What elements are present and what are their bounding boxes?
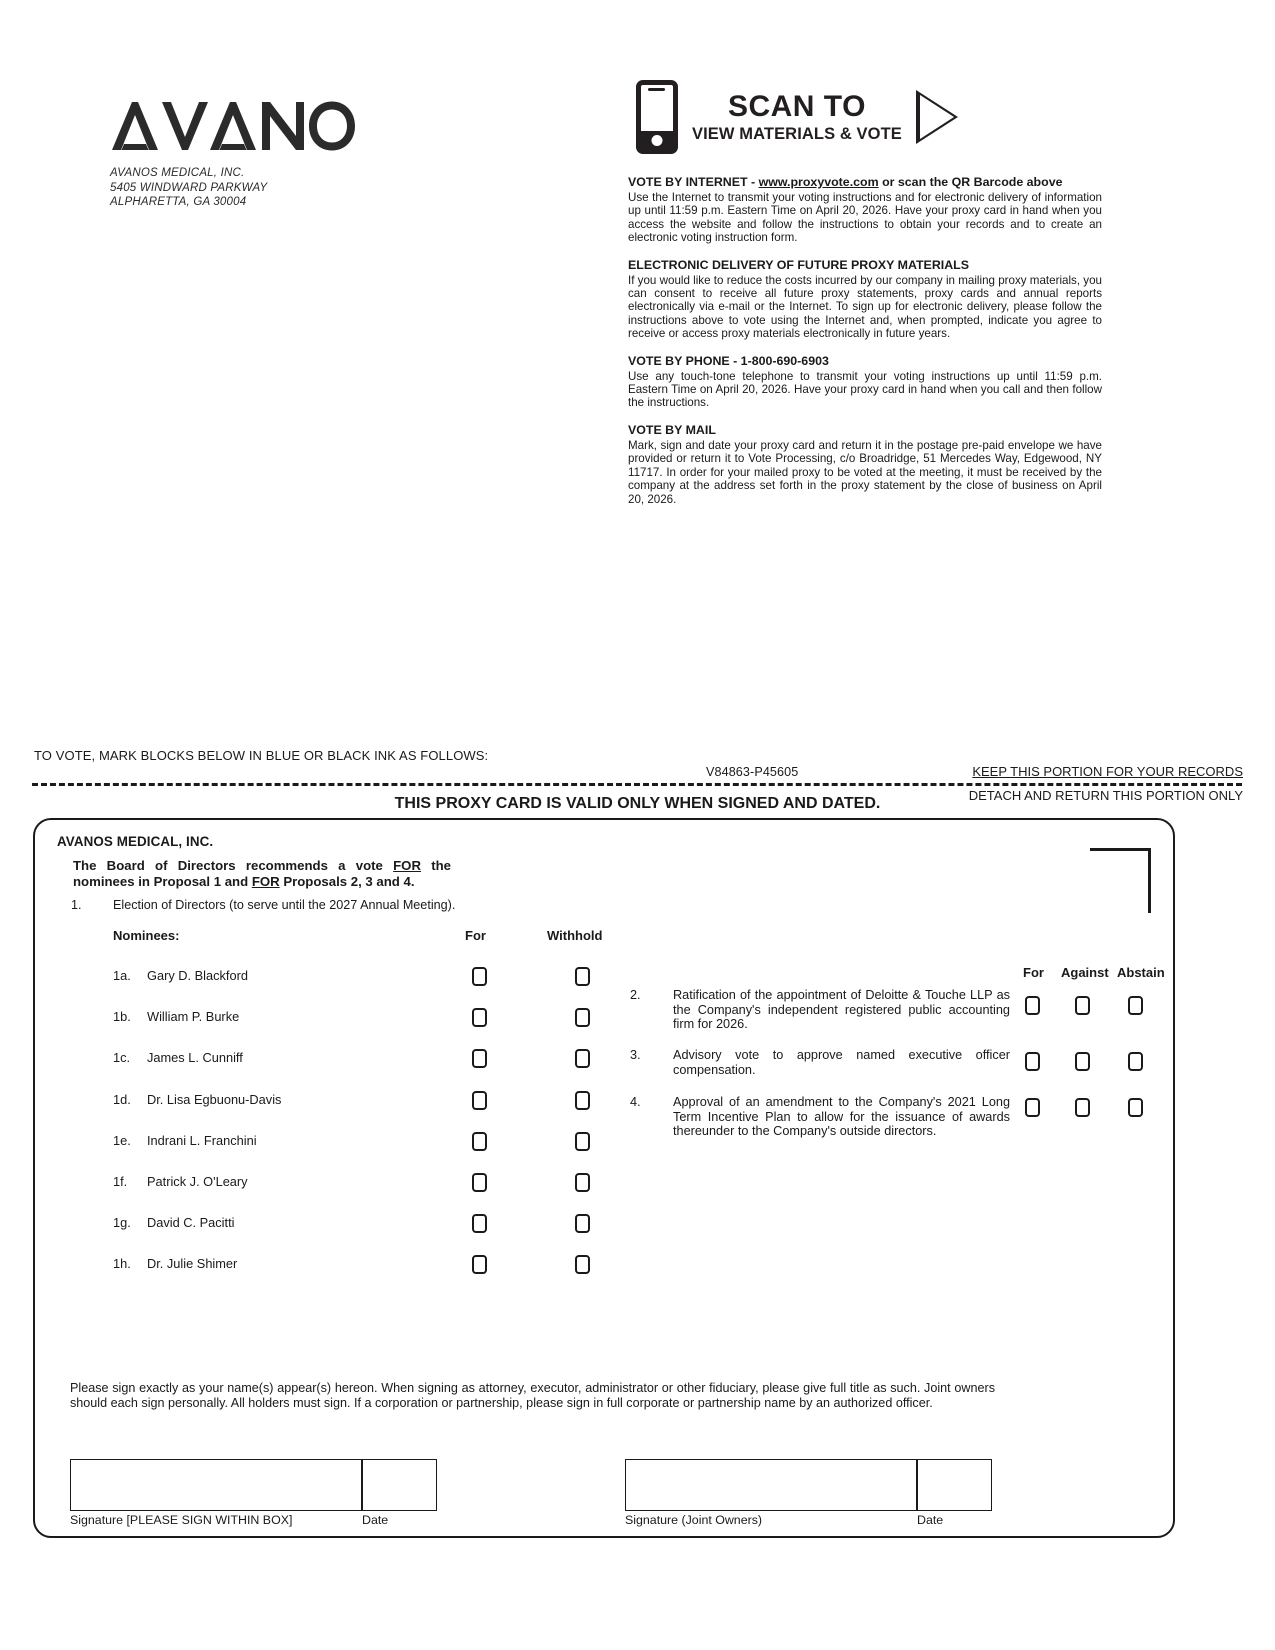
date-box-primary[interactable] (362, 1459, 437, 1511)
proposal-row (630, 988, 1010, 1032)
checkbox-proposal-abstain[interactable] (1128, 1052, 1143, 1071)
smartphone-icon (636, 80, 678, 154)
proposal-text: Ratification of the appointment of Deloitte & Touche LLP as the Company's independent registered public accounting firm for 2026. (673, 988, 1010, 1032)
checkbox-nominee-withhold[interactable] (575, 1091, 590, 1110)
nominee-name: James L. Cunniff (147, 1050, 243, 1066)
nominee-name: Patrick J. O'Leary (147, 1174, 248, 1189)
signature-box-joint[interactable] (625, 1459, 917, 1511)
nominee-key: 1e. (113, 1132, 131, 1148)
column-header-withhold: Withhold (547, 928, 603, 943)
heading-prefix: VOTE BY INTERNET - (628, 175, 759, 189)
column-header-right-abstain: Abstain (1117, 965, 1165, 980)
column-header-right-against: Against (1061, 965, 1109, 980)
checkbox-nominee-for[interactable] (472, 1214, 487, 1233)
instruction-heading-electronic: ELECTRONIC DELIVERY OF FUTURE PROXY MATERIALS (628, 257, 969, 272)
proposal-number: 3. (630, 1048, 641, 1062)
scan-line-1: SCAN TO (727, 89, 866, 123)
checkbox-proposal-for[interactable] (1025, 1052, 1040, 1071)
scan-to-vote-banner (636, 80, 958, 154)
board-recommendation (73, 858, 451, 889)
voting-instructions (628, 175, 1102, 519)
checkbox-nominee-for[interactable] (472, 1008, 487, 1027)
scan-banner-text (692, 89, 902, 143)
company-address-line1: 5405 WINDWARD PARKWAY (110, 181, 268, 194)
instruction-heading-internet (628, 175, 1102, 190)
checkbox-nominee-for[interactable] (472, 1173, 487, 1192)
checkbox-nominee-for[interactable] (472, 1255, 487, 1274)
signature-label-joint: Signature (Joint Owners) (625, 1513, 763, 1527)
nominee-key: 1b. (113, 1009, 131, 1025)
rec-part-b: the nominees in Proposal 1 and (73, 858, 451, 889)
signature-instruction: Please sign exactly as your name(s) appear(s) hereon. When signing as attorney, executor, administrator or other fiduciary, please give full title as such. Joint owners should each sign personally. All holders must sign. If a corporation or partnership, please sign in full corporate or partnership name by an authorized officer. (70, 1381, 995, 1410)
date-label-primary: Date (362, 1513, 389, 1527)
proposal-number: 2. (630, 988, 641, 1002)
instruction-body-electronic: If you would like to reduce the costs incurred by our company in mailing proxy materials, you can consent to receive all future proxy statements, proxy cards and annual reports electronically via e-mail or the Internet. To sign up for electronic delivery, please follow the instructions above to vote using the Internet and, when prompted, indicate you agree to receive or access proxy materials electronically in future years. (628, 273, 1102, 341)
company-address (110, 166, 360, 210)
rec-part-a: The Board of Directors recommends a vote (73, 858, 394, 873)
checkbox-proposal-against[interactable] (1075, 996, 1090, 1015)
nominee-key: 1g. (113, 1215, 131, 1231)
checkbox-nominee-withhold[interactable] (575, 1214, 590, 1233)
checkbox-nominee-for[interactable] (472, 967, 487, 986)
company-name-line: AVANOS MEDICAL, INC. (110, 167, 245, 179)
instruction-heading-phone: VOTE BY PHONE - 1-800-690-6903 (628, 353, 829, 368)
checkbox-proposal-abstain[interactable] (1128, 996, 1143, 1015)
avanos-logo-icon (110, 100, 360, 152)
company-address-line2: ALPHARETTA, GA 30004 (110, 196, 247, 208)
play-triangle-icon (916, 90, 958, 144)
proxy-card (33, 818, 1175, 1538)
instruction-block-electronic (628, 258, 1102, 341)
nominee-key: 1a. (113, 968, 131, 983)
nominees-label: Nominees: (113, 928, 180, 943)
proposal-number: 4. (630, 1095, 641, 1109)
checkbox-nominee-for[interactable] (472, 1132, 487, 1151)
nominee-name: Indrani L. Franchini (147, 1132, 257, 1148)
checkbox-nominee-withhold[interactable] (575, 1049, 590, 1068)
checkbox-nominee-withhold[interactable] (575, 1173, 590, 1192)
keep-portion-notice: KEEP THIS PORTION FOR YOUR RECORDS (972, 764, 1243, 779)
card-company-name: AVANOS MEDICAL, INC. (57, 834, 214, 849)
rec-for-2: FOR (251, 873, 280, 889)
mark-instruction: TO VOTE, MARK BLOCKS BELOW IN BLUE OR BLACK INK AS FOLLOWS: (34, 748, 489, 763)
column-header-right-for: For (1023, 965, 1044, 980)
date-box-joint[interactable] (917, 1459, 992, 1511)
rec-part-c: Proposals 2, 3 and 4. (279, 873, 415, 889)
checkbox-proposal-for[interactable] (1025, 1098, 1040, 1117)
checkbox-nominee-for[interactable] (472, 1091, 487, 1110)
proxyvote-link[interactable]: www.proxyvote.com (758, 175, 879, 189)
nominee-name: Dr. Lisa Egbuonu-Davis (147, 1091, 282, 1107)
date-label-joint: Date (917, 1513, 944, 1527)
instruction-block-phone (628, 354, 1102, 410)
checkbox-nominee-withhold[interactable] (575, 967, 590, 986)
valid-notice: THIS PROXY CARD IS VALID ONLY WHEN SIGNED AND DATED. (394, 795, 881, 812)
checkbox-proposal-against[interactable] (1075, 1052, 1090, 1071)
instruction-block-internet (628, 175, 1102, 245)
rec-for-1: FOR (393, 858, 421, 873)
column-header-for: For (465, 928, 486, 943)
proposal-1-text: Election of Directors (to serve until the 2027 Annual Meeting). (113, 898, 456, 912)
nominee-key: 1d. (113, 1091, 131, 1107)
checkbox-nominee-withhold[interactable] (575, 1132, 590, 1151)
signature-box-primary[interactable] (70, 1459, 362, 1511)
proposal-text: Approval of an amendment to the Company's 2021 Long Term Incentive Plan to allow for the issuance of awards thereunder to the Company's outside directors. (673, 1095, 1010, 1139)
checkbox-nominee-withhold[interactable] (575, 1255, 590, 1274)
detach-portion-notice: DETACH AND RETURN THIS PORTION ONLY (968, 788, 1243, 803)
nominee-key: 1c. (113, 1050, 131, 1066)
checkbox-proposal-abstain[interactable] (1128, 1098, 1143, 1117)
instruction-body-phone: Use any touch-tone telephone to transmit your voting instructions up until 11:59 p.m. Eastern Time on April 20, 2026. Have your proxy card in hand when you call and then follow the instructions. (628, 369, 1102, 410)
heading-suffix: or scan the QR Barcode above (878, 175, 1063, 189)
checkbox-proposal-against[interactable] (1075, 1098, 1090, 1117)
proposal-row (630, 1095, 1010, 1139)
checkbox-nominee-withhold[interactable] (575, 1008, 590, 1027)
corner-alignment-mark (1090, 848, 1151, 913)
proposal-1-number: 1. (71, 898, 82, 912)
instruction-block-mail (628, 423, 1102, 506)
control-number: V84863-P45605 (706, 765, 799, 779)
detach-dashed-line (32, 783, 1242, 786)
proposal-text: Advisory vote to approve named executive officer compensation. (673, 1048, 1010, 1077)
instruction-body-mail: Mark, sign and date your proxy card and return it in the postage pre-paid envelope we have provided or return it to Vote Processing, c/o Broadridge, 51 Mercedes Way, Edgewood, NY 11717. In order for your mailed proxy to be voted at the meeting, it must be received by the company at the address set forth in the proxy statement by the close of business on April 20, 2026. (628, 438, 1102, 506)
nominee-key: 1f. (113, 1174, 128, 1189)
checkbox-nominee-for[interactable] (472, 1049, 487, 1068)
proposal-row (630, 1048, 1010, 1077)
nominee-name: Dr. Julie Shimer (147, 1256, 238, 1272)
company-logo-block (110, 100, 360, 210)
nominee-name: William P. Burke (147, 1009, 240, 1025)
checkbox-proposal-for[interactable] (1025, 996, 1040, 1015)
scan-line-2: VIEW MATERIALS & VOTE (692, 124, 902, 143)
instruction-heading-mail: VOTE BY MAIL (628, 422, 716, 437)
nominee-name: Gary D. Blackford (147, 968, 248, 983)
signature-label-primary: Signature [PLEASE SIGN WITHIN BOX] (70, 1513, 293, 1527)
instruction-body-internet: Use the Internet to transmit your voting instructions and for electronic delivery of information up until 11:59 p.m. Eastern Time on April 20, 2026. Have your proxy card in hand when you access the website and follow the instructions to obtain your records and to create an electronic voting instruction form. (628, 191, 1102, 245)
nominee-key: 1h. (113, 1256, 131, 1272)
nominee-name: David C. Pacitti (147, 1215, 235, 1231)
